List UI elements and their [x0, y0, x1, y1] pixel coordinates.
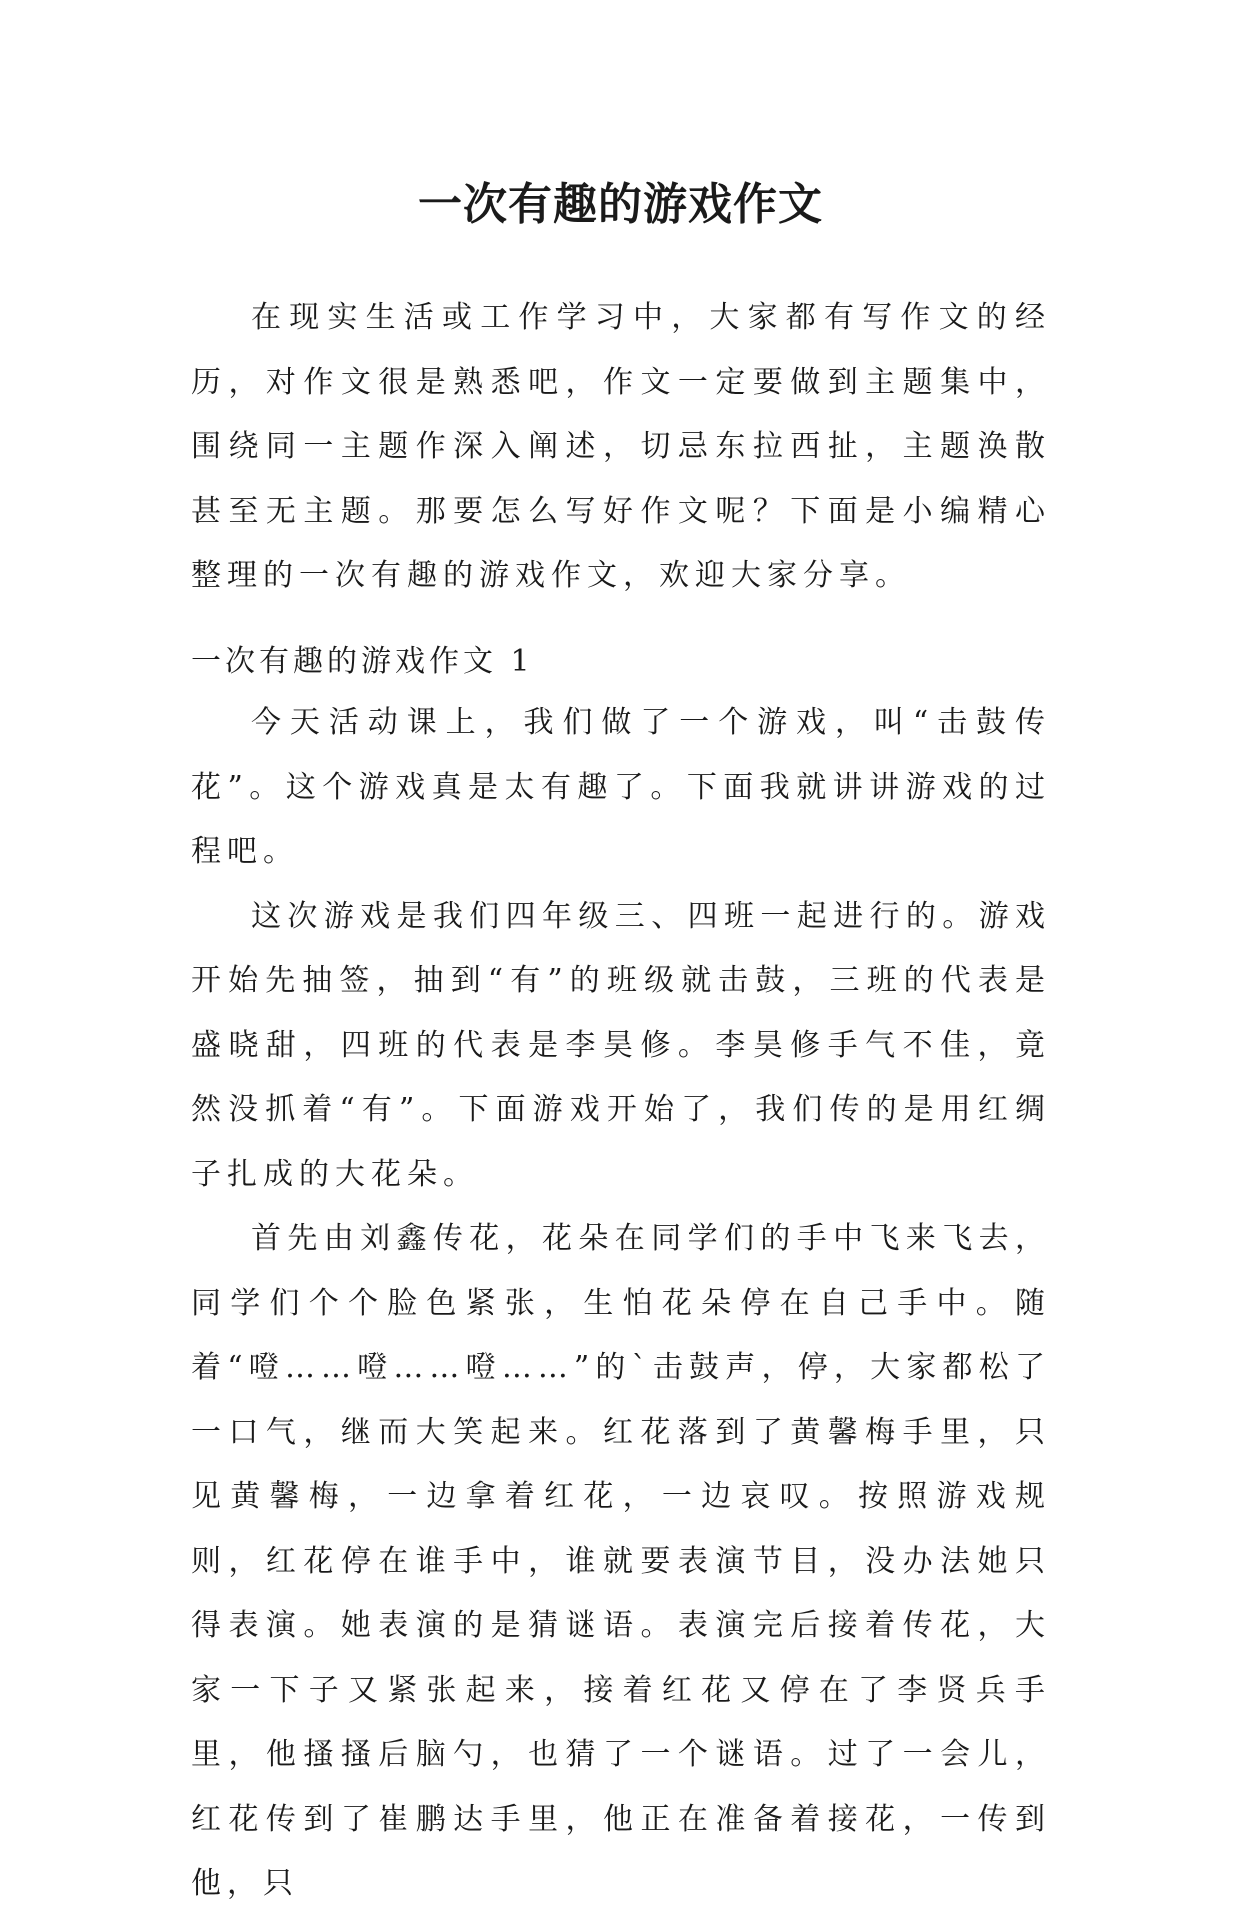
- body-paragraph-2: 这次游戏是我们四年级三、四班一起进行的。游戏开始先抽签，抽到“有”的班级就击鼓，三班的代表是盛晓甜，四班的代表是李昊修。李昊修手气不佳，竟然没抓着“有”。下面游戏开始了，我们传的是用红绸子扎成的大花朵。: [191, 898, 1051, 1192]
- document-title: 一次有趣的游戏作文: [418, 179, 823, 231]
- body-paragraph-1: 今天活动课上，我们做了一个游戏，叫“击鼓传花”。这个游戏真是太有趣了。下面我就讲讲游戏的过程吧。: [191, 705, 1051, 869]
- section-body: [191, 691, 1051, 1917]
- intro-block: [191, 286, 1051, 609]
- body-paragraph-3: 首先由刘鑫传花，花朵在同学们的手中飞来飞去，同学们个个脸色紧张，生怕花朵停在自己手中。随着“噔……噔……噔……”的`击鼓声，停，大家都松了一口气，继而大笑起来。红花落到了黄馨梅手里，只见黄馨梅，一边拿着红花，一边哀叹。按照游戏规则，红花停在谁手中，谁就要表演节目，没办法她只得表演。她表演的是猜谜语。表演完后接着传花，大家一下子又紧张起来，接着红花又停在了李贤兵手里，他搔搔后脑勺，也猜了一个谜语。过了一会儿，红花传到了崔鹏达手里，他正在准备着接花，一传到他，只: [191, 1221, 1051, 1901]
- intro-paragraph: 在现实生活或工作学习中，大家都有写作文的经历，对作文很是熟悉吧，作文一定要做到主题集中，围绕同一主题作深入阐述，切忌东拉西扯，主题涣散甚至无主题。那要怎么写好作文呢？下面是小编精心整理的一次有趣的游戏作文，欢迎大家分享。: [191, 300, 1051, 593]
- section-heading: 一次有趣的游戏作文 1: [191, 644, 534, 679]
